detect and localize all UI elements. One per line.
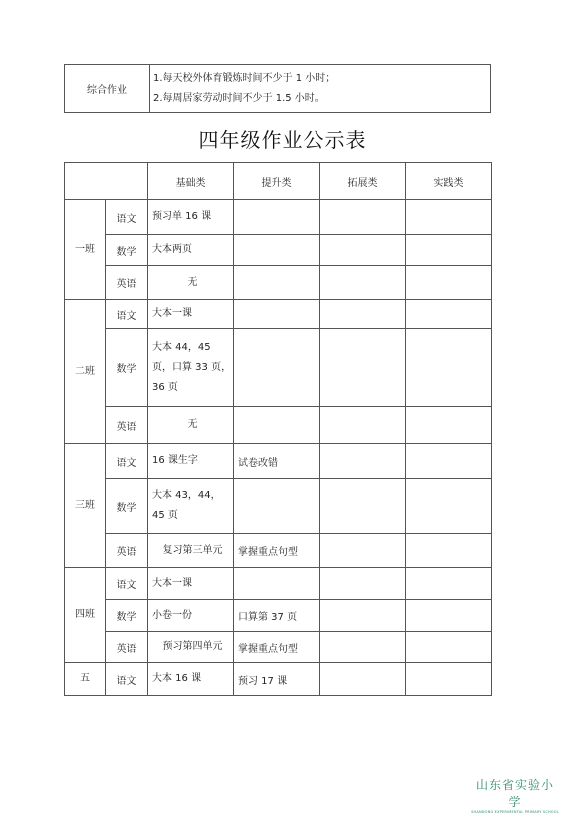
advanced-cell bbox=[234, 235, 320, 266]
comprehensive-homework-table bbox=[64, 64, 491, 113]
subject-cell: 英语 bbox=[106, 407, 148, 444]
school-logo-name: 山东省实验小学 bbox=[475, 778, 554, 809]
practice-cell bbox=[406, 632, 492, 663]
practice-cell bbox=[406, 300, 492, 329]
subject-cell: 语文 bbox=[106, 200, 148, 235]
basic-cell: 大本 44，45 页，口算 33 页，36 页 bbox=[148, 329, 234, 407]
extension-cell bbox=[320, 600, 406, 632]
extension-cell bbox=[320, 534, 406, 568]
table-row bbox=[65, 663, 492, 696]
extension-cell bbox=[320, 663, 406, 696]
advanced-cell bbox=[234, 266, 320, 300]
comprehensive-content bbox=[150, 65, 491, 113]
class-name: 四班 bbox=[65, 568, 106, 663]
extension-cell bbox=[320, 300, 406, 329]
comprehensive-line-2: 2.每周居家劳动时间不少于 1.5 小时。 bbox=[153, 92, 325, 104]
advanced-cell bbox=[234, 200, 320, 235]
homework-table bbox=[64, 162, 492, 696]
table-row bbox=[65, 235, 492, 266]
table-row bbox=[65, 300, 492, 329]
basic-cell: 大本一课 bbox=[148, 568, 234, 600]
subject-cell: 数学 bbox=[106, 329, 148, 407]
subject-cell: 语文 bbox=[106, 663, 148, 696]
subject-cell: 英语 bbox=[106, 266, 148, 300]
advanced-cell: 掌握重点句型 bbox=[234, 534, 320, 568]
table-row bbox=[65, 200, 492, 235]
basic-cell: 预习单 16 课 bbox=[148, 200, 234, 235]
advanced-cell: 口算第 37 页 bbox=[234, 600, 320, 632]
comprehensive-label: 综合作业 bbox=[65, 65, 150, 113]
practice-cell bbox=[406, 663, 492, 696]
basic-cell: 无 bbox=[148, 266, 234, 300]
header-row bbox=[65, 163, 492, 200]
basic-cell: 16 课生字 bbox=[148, 444, 234, 479]
table-row bbox=[65, 329, 492, 407]
header-basic: 基础类 bbox=[148, 163, 234, 200]
practice-cell bbox=[406, 444, 492, 479]
table-row bbox=[65, 568, 492, 600]
advanced-cell: 预习 17 课 bbox=[234, 663, 320, 696]
class-name: 五 bbox=[65, 663, 106, 696]
subject-cell: 语文 bbox=[106, 568, 148, 600]
basic-cell: 小卷一份 bbox=[148, 600, 234, 632]
table-row bbox=[65, 444, 492, 479]
extension-cell bbox=[320, 479, 406, 534]
subject-cell: 英语 bbox=[106, 632, 148, 663]
advanced-cell bbox=[234, 479, 320, 534]
extension-cell bbox=[320, 235, 406, 266]
basic-cell: 无 bbox=[148, 407, 234, 444]
school-logo bbox=[470, 776, 560, 814]
practice-cell bbox=[406, 200, 492, 235]
extension-cell bbox=[320, 632, 406, 663]
extension-cell bbox=[320, 568, 406, 600]
extension-cell bbox=[320, 200, 406, 235]
page-title: 四年级作业公示表 bbox=[198, 128, 367, 152]
extension-cell bbox=[320, 329, 406, 407]
practice-cell bbox=[406, 266, 492, 300]
advanced-cell: 掌握重点句型 bbox=[234, 632, 320, 663]
subject-cell: 英语 bbox=[106, 534, 148, 568]
table-row bbox=[65, 266, 492, 300]
advanced-cell bbox=[234, 300, 320, 329]
table-row bbox=[65, 479, 492, 534]
advanced-cell bbox=[234, 407, 320, 444]
extension-cell bbox=[320, 407, 406, 444]
basic-cell: 预习第四单元 bbox=[148, 632, 234, 663]
header-advanced: 提升类 bbox=[234, 163, 320, 200]
basic-cell: 大本两页 bbox=[148, 235, 234, 266]
school-logo-subtitle: SHANDONG EXPERIMENTAL PRIMARY SCHOOL bbox=[471, 810, 559, 814]
comprehensive-line-1: 1.每天校外体育锻炼时间不少于 1 小时； bbox=[153, 72, 336, 84]
class-name: 一班 bbox=[65, 200, 106, 300]
subject-cell: 数学 bbox=[106, 600, 148, 632]
subject-cell: 数学 bbox=[106, 235, 148, 266]
advanced-cell: 试卷改错 bbox=[234, 444, 320, 479]
advanced-cell bbox=[234, 329, 320, 407]
practice-cell bbox=[406, 329, 492, 407]
table-row bbox=[65, 407, 492, 444]
practice-cell bbox=[406, 407, 492, 444]
table-row bbox=[65, 534, 492, 568]
header-extension: 拓展类 bbox=[320, 163, 406, 200]
subject-cell: 数学 bbox=[106, 479, 148, 534]
basic-cell: 大本一课 bbox=[148, 300, 234, 329]
practice-cell bbox=[406, 534, 492, 568]
subject-cell: 语文 bbox=[106, 444, 148, 479]
practice-cell bbox=[406, 568, 492, 600]
header-blank-cell bbox=[65, 163, 148, 200]
advanced-cell bbox=[234, 568, 320, 600]
extension-cell bbox=[320, 266, 406, 300]
class-name: 三班 bbox=[65, 444, 106, 568]
table-row bbox=[65, 632, 492, 663]
practice-cell bbox=[406, 235, 492, 266]
basic-cell: 大本 16 课 bbox=[148, 663, 234, 696]
extension-cell bbox=[320, 444, 406, 479]
class-name: 二班 bbox=[65, 300, 106, 444]
practice-cell bbox=[406, 600, 492, 632]
basic-cell: 复习第三单元 bbox=[148, 534, 234, 568]
table-row bbox=[65, 600, 492, 632]
practice-cell bbox=[406, 479, 492, 534]
basic-cell: 大本 43，44，45 页 bbox=[148, 479, 234, 534]
subject-cell: 语文 bbox=[106, 300, 148, 329]
header-practice: 实践类 bbox=[406, 163, 492, 200]
